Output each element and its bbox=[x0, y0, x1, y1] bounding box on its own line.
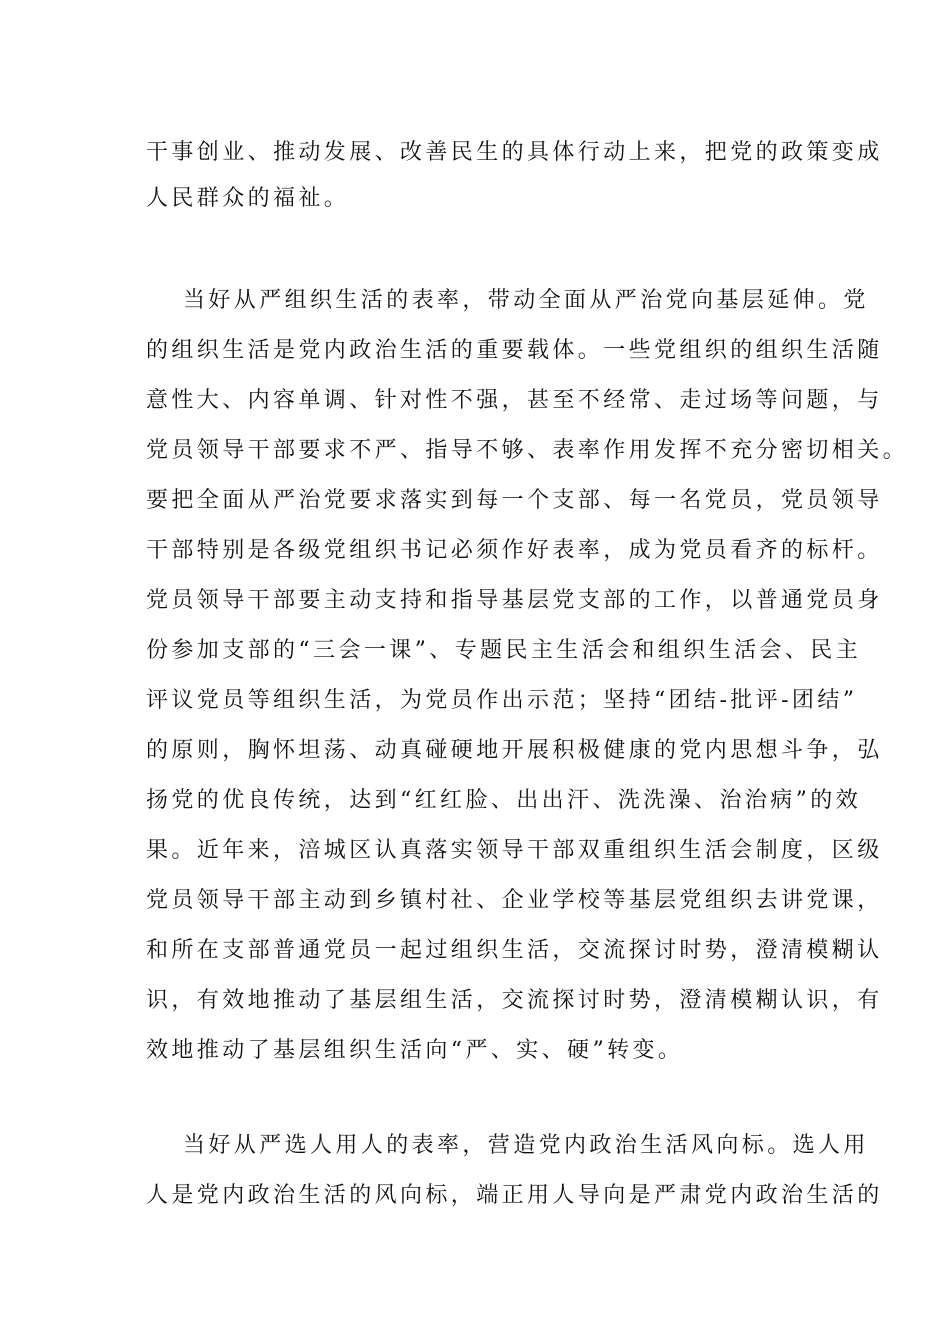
paragraph-2-line-14: 和所在支部普通党员一起过组织生活，交流探讨时势，澄清模糊认 bbox=[146, 938, 883, 963]
paragraph-2-line-13: 党员领导干部主动到乡镇村社、企业学校等基层党组织去讲党课， bbox=[146, 888, 883, 913]
paragraph-2-line-3: 意性大、内容单调、针对性不强，甚至不经常、走过场等问题，与 bbox=[146, 388, 883, 413]
paragraph-2-line-9: 评议党员等组织生活，为党员作出示范；坚持“团结-批评-团结” bbox=[146, 688, 858, 713]
paragraph-2-line-15: 识，有效地推动了基层组生活，交流探讨时势，澄清模糊认识，有 bbox=[146, 988, 883, 1013]
paragraph-2-line-8: 份参加支部的“三会一课”、专题民主生活会和组织生活会、民主 bbox=[146, 638, 862, 663]
paragraph-3-line-2: 人是党内政治生活的风向标，端正用人导向是严肃党内政治生活的 bbox=[146, 1183, 883, 1208]
paragraph-2-line-11: 扬党的优良传统，达到“红红脸、出出汗、洗洗澡、治治病”的效 bbox=[146, 788, 862, 813]
paragraph-1-line-2: 人民群众的福祉。 bbox=[146, 186, 350, 211]
paragraph-2-line-6: 干部特别是各级党组织书记必须作好表率，成为党员看齐的标杆。 bbox=[146, 538, 883, 563]
paragraph-2-line-4: 党员领导干部要求不严、指导不够、表率作用发挥不充分密切相关。 bbox=[146, 438, 909, 463]
paragraph-2-line-1: 当好从严组织生活的表率，带动全面从严治党向基层延伸。党 bbox=[183, 288, 869, 313]
paragraph-2-line-7: 党员领导干部要主动支持和指导基层党支部的工作，以普通党员身 bbox=[146, 588, 883, 613]
paragraph-2-line-16: 效地推动了基层组织生活向“严、实、硬”转变。 bbox=[146, 1038, 684, 1063]
paragraph-2-line-2: 的组织生活是党内政治生活的重要载体。一些党组织的组织生活随 bbox=[146, 338, 883, 363]
paragraph-1-line-1: 干事创业、推动发展、改善民生的具体行动上来，把党的政策变成 bbox=[146, 140, 883, 165]
paragraph-3-line-1: 当好从严选人用人的表率，营造党内政治生活风向标。选人用 bbox=[183, 1133, 869, 1158]
paragraph-2-line-5: 要把全面从严治党要求落实到每一个支部、每一名党员，党员领导 bbox=[146, 488, 883, 513]
paragraph-2-line-12: 果。近年来，涪城区认真落实领导干部双重组织生活会制度，区级 bbox=[146, 838, 883, 863]
paragraph-2-line-10: 的原则，胸怀坦荡、动真碰硬地开展积极健康的党内思想斗争，弘 bbox=[146, 738, 883, 763]
